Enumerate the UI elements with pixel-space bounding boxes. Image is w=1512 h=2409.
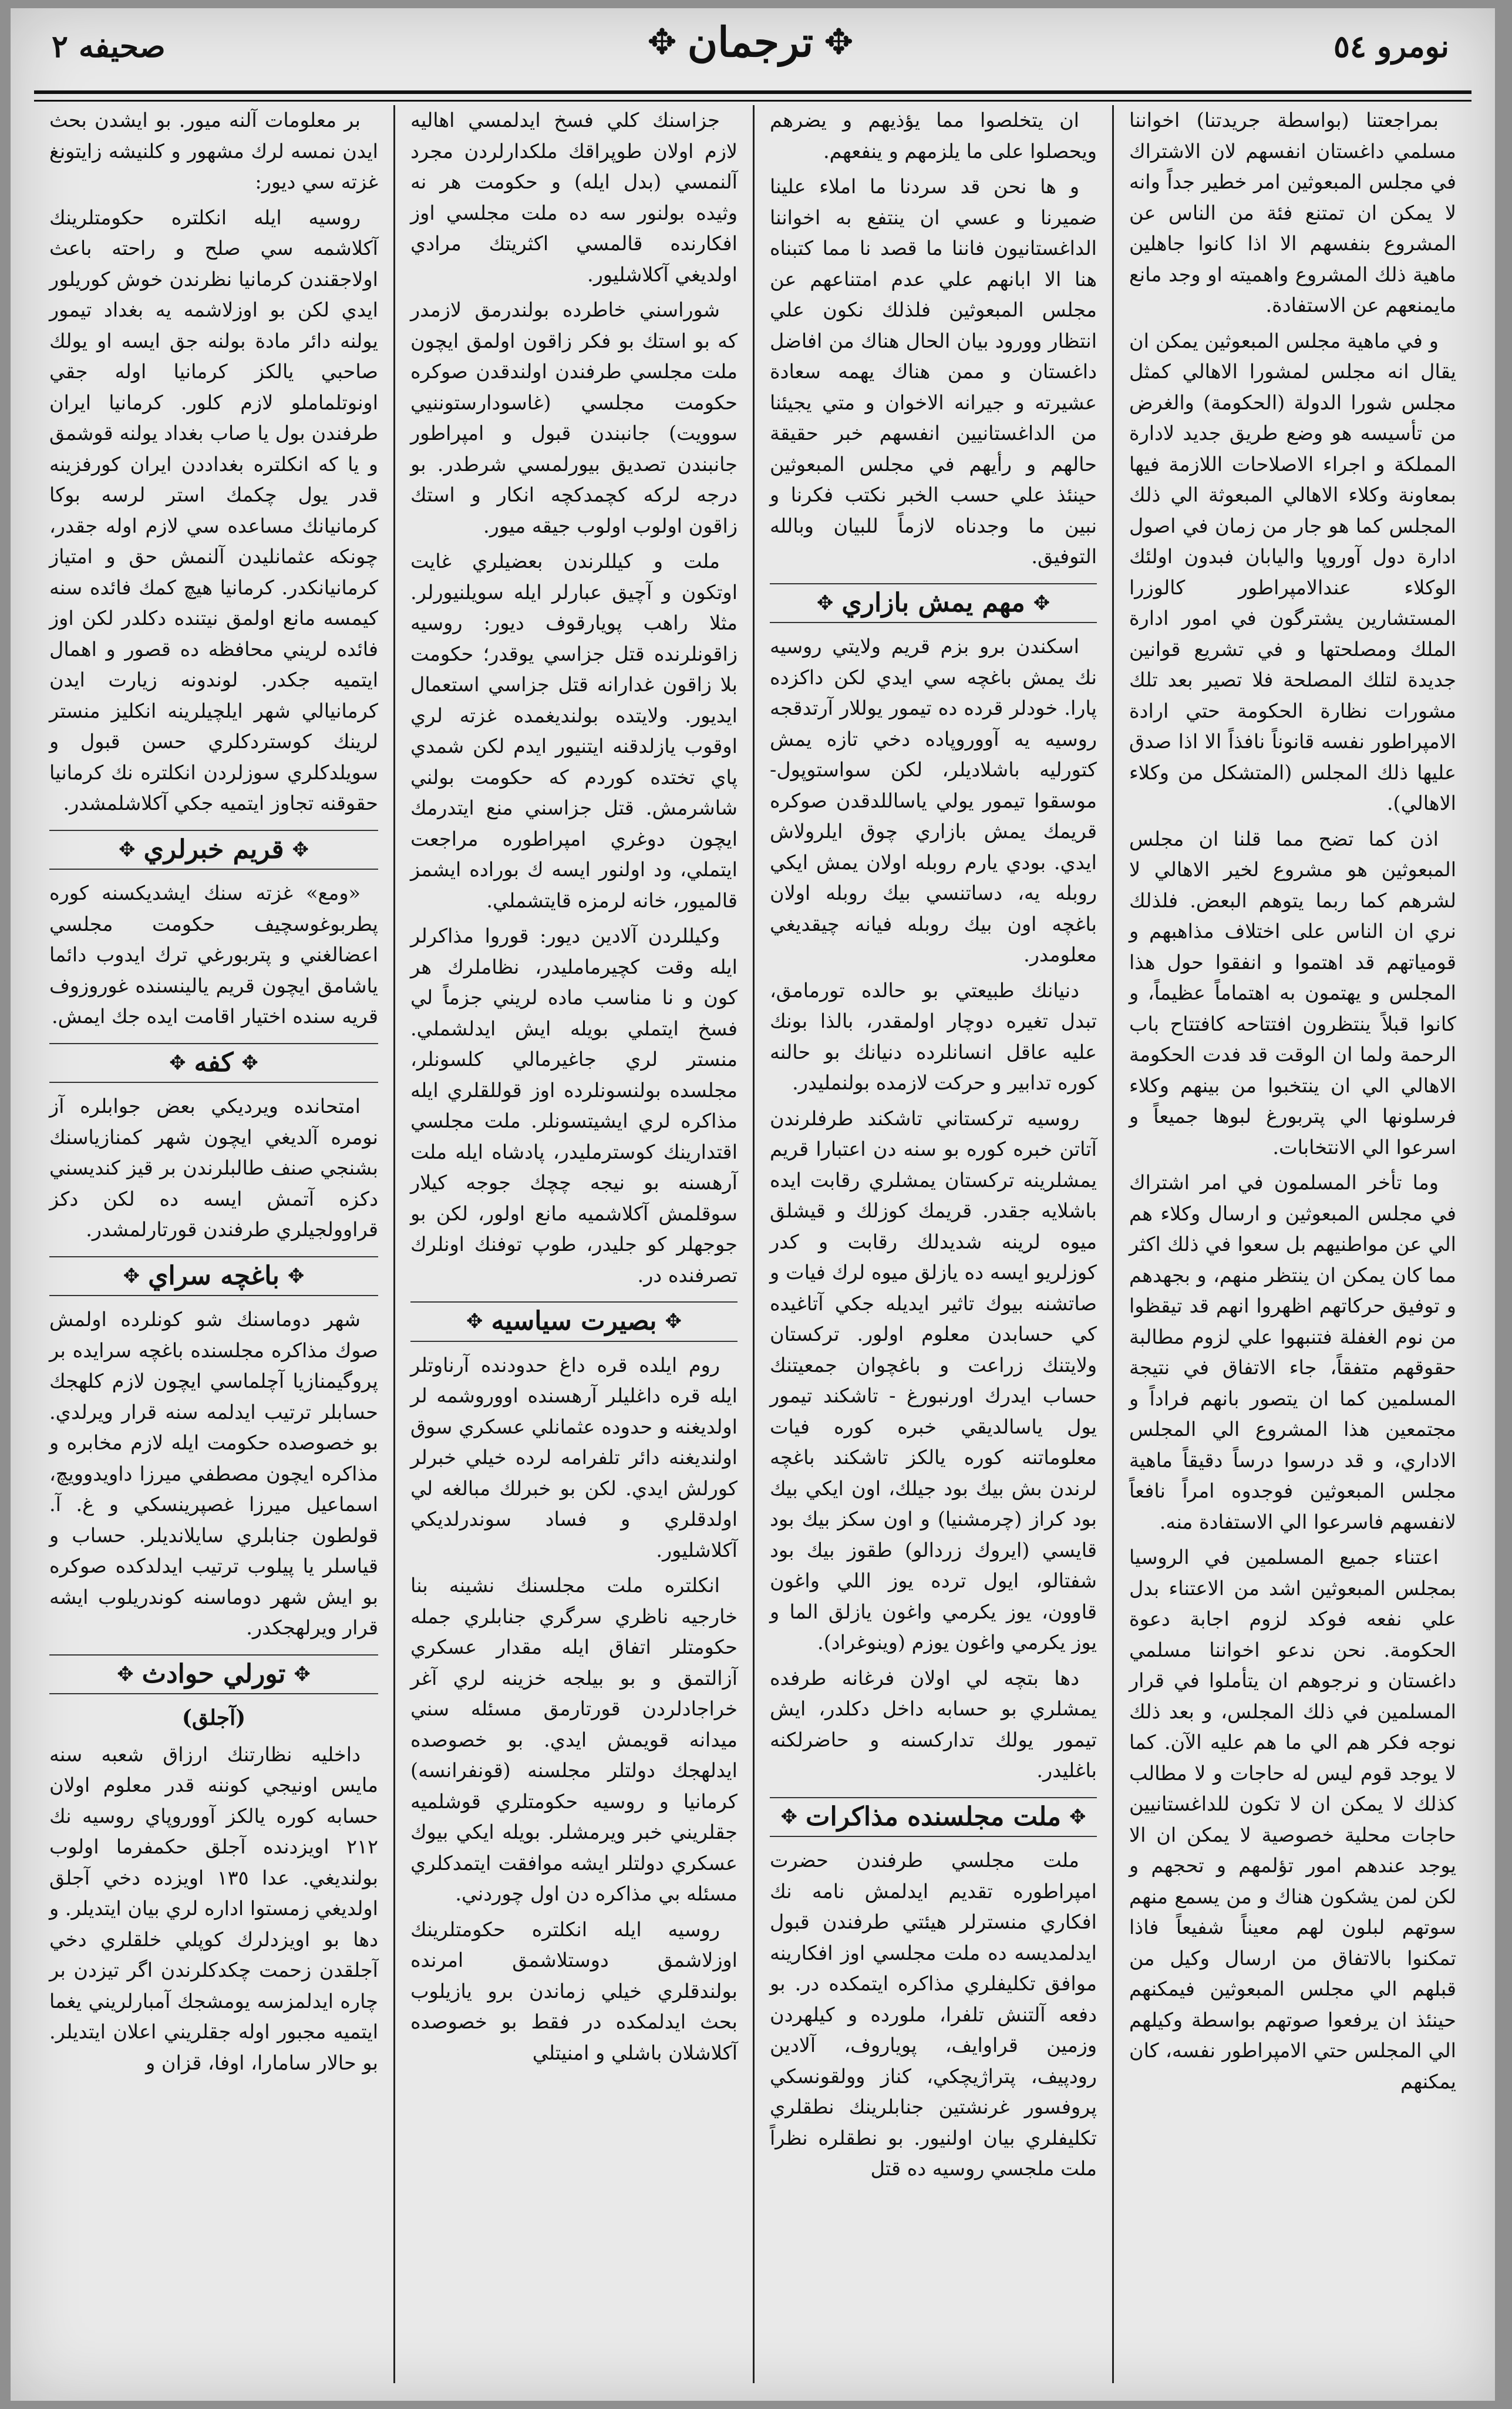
ornament-icon: ✥ (294, 1662, 311, 1686)
newspaper-page (11, 8, 1495, 2401)
masthead (34, 14, 1467, 90)
ornament-icon: ✥ (118, 837, 136, 862)
section-title: ملت مجلسنده مذاكرات (806, 1801, 1061, 1832)
ornament-icon: ✥ (241, 1051, 258, 1075)
columns (34, 105, 1471, 2383)
paragraph: دنيانك طبيعتي بو حالده تورمامق، تبدل تغيره دوچار اولمقدر، بالذا بونك عليه عاقل انسانلرده دنيانك بو حالنه كوره تدابير و حركت لازمده بولنمليدر. (770, 978, 1097, 1094)
ornament-icon: ✥ (1033, 591, 1050, 615)
section-title: مهم يمش بازاري (841, 587, 1025, 618)
column-1 (1112, 105, 1471, 2383)
paragraph: ملت مجلسي طرفندن حضرت امپراطوره تقديم ايدلمش نامه نك افكاري منسترلر هيئتي طرفندن قبول ايدلمديسه ده ملت مجلسي اوز افكارينه موافق تكليفلري مذاكره ايتمكده در. بو دفعه آلتنش تلفرا، ملورده و كيلهردن وزمين قراوايف، پوياروف، آلادين رودپيف، پتراژيچكي، كناز وولقونسكي پروفسور غرنشتين جنابلرينك نطقلري تكليفلري بيان اولنيور. بو نطقلره نظراً ملت ملجسي روسيه ده قتل (770, 1849, 1097, 2180)
masthead-rule (34, 90, 1471, 102)
paragraph: «ومع» غزته سنك ايشديكسنه كوره پطربوغوسچيف حكومت مجلسي اعضالغني و پتربورغي ترك ايدوب دائما ياشامق ايچون قريم يالينسنده غوروزوف قريه سنده اختيار اقامت ايده جك ايمش. (49, 881, 378, 1028)
section-title: باغچه سراي (148, 1260, 279, 1291)
ornament-icon: ✥ (123, 1264, 140, 1288)
section-heading (49, 1654, 378, 1695)
section-title: كفه (194, 1047, 234, 1078)
paragraph: ان يتخلصوا مما يؤذيهم و يضرهم ويحصلوا على ما يلزمهم و ينفعهم. (770, 109, 1097, 163)
section-heading (770, 583, 1097, 624)
paragraph: اسكندن برو بزم قريم ولايتي روسيه نك يمش باغچه سي ايدي لكن داكزده پارا. خودلر قرده ده تيمور يوللار آرتدقجه روسيه يه آووروپاده دخي تازه يمش كتورليه باشلاديلر، لكن سواستوپول-موسقوا تيمور يولي ياساللدقدن صوكره قريمك يمش بازاري چوق ايلرولاش ايدي. بودي يارم روبله اولان يمش ايكي روبله يه، دساتنسي بيك روبله اولان باغچه اون بيك روبله فيانه چيقديغي معلومدر. (770, 635, 1097, 966)
section-title: تورلي حوادث (142, 1658, 286, 1689)
title-block (647, 18, 853, 66)
column-4 (34, 105, 393, 2383)
section-heading (49, 1043, 378, 1084)
paragraph: بمراجعتنا (بواسطة جريدتنا) اخواننا مسلمي داغستان انفسهم لان الاشتراك في مجلس المبعوثين امر خطير جداً وانه لا يمكن ان تمتنع فئة من الناس عن المشروع بنفسهم الا اذا كانوا جاهلين ماهية ذلك المشروع واهميته او وجد مانع مايمنعهم عن الاستفادة. (1129, 109, 1456, 317)
paragraph: شهر دوماسنك شو كونلرده اولمش صوك مذاكره مجلسنده باغچه سرايده بر پروگيمنازيا آچلماسي ايچون لازم كلهجك حسابلر ترتيب ايدلمه سنه قرار ويرلدي. بو خصوصده حكومت ايله لازم مخابره و مذاكره ايچون مصطفي ميرزا داويدوويچ، اسماعيل ميرزا غصپرينسكي و غ. آ. قولطون جنابلري سايلانديلر. حساب و قياسلر يا پيلوب ترتيب ايدلدكده صوكره بو ايش شهر دوماسنه كوندريلوب ايشه قرار ويرلهجكدر. (49, 1308, 378, 1639)
ornament-icon: ✥ (824, 21, 854, 63)
section-title: قريم خبرلري (143, 834, 284, 864)
section-heading (49, 1256, 378, 1297)
newspaper-title: ترجمان (687, 18, 814, 66)
section-heading (770, 1797, 1097, 1838)
ornament-icon: ✥ (292, 837, 309, 862)
paragraph: دها بتچه لي اولان فرغانه طرفده يمشلري بو حسابه داخل دكلدر، ايش تيمور يولك تداركسنه و حاضرلكنه باغليدر. (770, 1666, 1097, 1782)
ornament-icon: ✥ (665, 1310, 682, 1333)
ornament-icon: ✥ (816, 591, 834, 615)
paragraph: جزاسنك كلي فسخ ايدلمسي اهاليه لازم اولان طوپراقك ملكدارلردن مجرد آلنمسي (بدل ايله) و حكومت هر نه وثيده بولنور سه ده ملت مجلسي اوز افكارنده قالمسي اكثريتك مرادي اولديغي آكلاشليور. (410, 109, 738, 286)
ornament-icon: ✥ (780, 1805, 798, 1829)
paragraph: وما تأخر المسلمون في امر اشتراك في مجلس المبعوثين و ارسال وكلاء هم الي عن مواطنيهم بل سعوا في ذلك اكثر مما كان يمكن ان ينتظر منهم، و بجهدهم و توفيق حركاتهم اظهروا انهم قد تيقظوا من نوم الغفلة فتنبهوا علي لزوم مطالبة حقوقهم متفقاً، جاء الاتفاق في نتيجة المسلمين كما ان يتصور بانهم فراداً و مجتمعين هذا المشروع الي المجلس الاداري، و قد درسوا درساً دقيقاً ماهية مجلس المبعوثين فوجدوه امراً نافعاً لانفسهم فاسرعوا الي الاستفادة منه. (1129, 1171, 1456, 1533)
column-3 (393, 105, 753, 2383)
paragraph: شوراسني خاطرده بولندرمق لازمدر كه بو استك بو فكر زاقون اولمق ايچون ملت مجلسي طرفندن اولندقدن صوكره حكومت مجلسي (غاسودارستوننيي سوويت) جانبندن قبول و امپراطور جانبندن تصديق بيورلمسي شرطدر. بو درجه لركه كچمدكچه انكار و استك زاقون اولوب اولوب جيقه ميور. (410, 298, 738, 537)
paragraph: انكلتره ملت مجلسنك نشينه بنا خارجيه ناظري سرگري جنابلري جمله حكومتلر اتفاق ايله مقدار عسكري آزالتمق و بو بيلجه خزينه لري آغر خراجادلردن قورتارمق مسئله سني ميدانه قويمش ايدي. بو خصوصده ايدلهجك دولتلر مجلسنه (قونفرانسه) كرمانيا و روسيه حكومتلري قوشلميه جقلريني خبر ويرمشلر. بويله ايكي بيوك عسكري دولتلر ايشه موافقت ايتمدكلري مسئله بي مذاكره دن اول چوردني. (410, 1574, 738, 1905)
section-heading (49, 830, 378, 870)
paragraph: داخليه نظارتنك ارزاق شعبه سنه مايس اونيجي كوننه قدر معلوم اولان حسابه كوره يالكز آووروپاي روسيه نك ٢١٢ اويزدنده آجلق حكمفرما اولوب بولنديغي. عدا ١٣٥ اويزده دخي آجلق اولديغي زمستوا اداره لري بيان ايتديلر. و دها بو اويزدلرك كوپلي خلقلري دخي آجلقدن زحمت چكدكلرندن اگر تيزدن بر چاره ايدلمزسه يومشجك آمبارلريني يغما ايتميه مجبور اوله جقلريني اعلان ايتديلر. بو حالار سامارا، اوفا، قزان و (49, 1742, 378, 2074)
paragraph: ملت و كيللرندن بعضيلري غايت اوتكون و آچيق عبارلر ايله سويلنيورلر. مثلا راهب پويارقوف ديور: روسيه زاقونلرنده قتل جزاسي يوقدر؛ حكومت بلا زاقون غدارانه قتل جزاسي استعمال ايديور. ولايتده بولنديغمده غزته لري اوقوب يازلدقنه ايتنيور ايدم لكن شمدي پاي تختده كوردم كه حكومت بولني شاشرمش. قتل جزاسني منع ايتدرمك ايچون دوغري امپراطوره مراجعت ايتملي، ود اولنور ايسه ك بوراده ايشمز قالميور، خانه لرمزه قايتشملي. (410, 550, 738, 912)
paragraph: اعتناء جميع المسلمين في الروسيا بمجلس المبعوثين اشد من الاعتناء بدل علي نفعه فوكد لزوم اجابة دعوة الحكومة. نحن ندعو اخواننا مسلمي داغستان و نرجوهم ان يتأملوا في قرار المسلمين في ذلك المجلس، و بعد ذلك نوجه فكر هم الي ما هم عليه الآن. كما لا يوجد قوم ليس له حاجات و لا مطالب كذلك لا يمكن ان لا تكون للداغستانيين حاجات محلية خصوصية لا يمكن ان الا يوجد عندهم امور تؤلمهم و تحجهم و لكن لمن يشكون هناك و من يسمع منهم سوتهم لبلون لهم معيناً شفيعاً فاذا تمكنوا بالاتفاق من ارسال وكيل من قبلهم الي مجلس المبعوثين فيمكنهم حينئذ ان يرفعوا صوتهم بواسطة وكيلهم الي المجلس حتي الامپراطور نفسه، كان يمكنهم (1129, 1546, 1456, 2093)
ornament-icon: ✥ (647, 21, 677, 63)
ornament-icon: ✥ (466, 1310, 483, 1333)
paragraph: امتحانده ويرديكي بعض جوابلره آز نومره آلديغي ايچون شهر كمنازياسنك بشنجي صنف طالبلرندن بر قيز كنديسني دكزه آتمش ايسه ده لكن دكز قراوولجيلري طرفندن قورتارلمشدر. (49, 1095, 378, 1241)
paragraph: وكيللردن آلادين ديور: قوروا مذاكرلر ايله وقت كچيرمامليدر، نظاملرك هر كون و نا مناسب ماده لريني جزماً لي فسخ ايتملي بويله ايش ايدلشملي. منستر لري جاغيرمالي كلسونلر، مجلسده بولنسونلرده اوز قوللقلري ايله مذاكره لري ايشيتسونلر. ملت مجلسي اقتدارينك كوسترمليدر، پادشاه ايله ملت آرهسنه بو نيجه چچك جوجه كيلار سوقلمش آكلاشميه مانع اولور، لكن بو جوجهلر كو جليدر، طوپ توفنك اونلرك تصرفنده در. (410, 924, 738, 1287)
paragraph: بر معلومات آلنه ميور. بو ايشدن بحث ايدن نمسه لرك مشهور و كلنيشه زايتونغ غزته سي ديور: (49, 109, 378, 193)
column-2 (753, 105, 1112, 2383)
paragraph: روم ايلده قره داغ حدودنده آرناوتلر ايله قره داغليلر آرهسنده اووروشمه لر اولديغنه و حدوده عثمانلي عسكري سوق اولنديغنه دائر تلفرامه لرده خيلي خبرلر كورلش ايدي. لكن بو خبرلك مبالغه لي اولدقلري و فساد سوندرلديكي آكلاشليور. (410, 1353, 738, 1562)
section-title: بصيرت سياسيه (491, 1306, 657, 1336)
paragraph: اذن كما تضح مما قلنا ان مجلس المبعوثين هو مشروع لخير الاهالي لا لشرهم كما ربما يتوهم البعض. فلذلك نري ان الناس على اختلاف مذاهبهم و قومياتهم قد اهتموا و انفقوا حول هذا المجلس و يهتمون به اهتماماً عظيماً، و كانوا قبلاً ينتظرون افتتاحه كافتتاح باب الرحمة ولما ان الوقت قد فدت الحكومة الاهالي الي ان ينتخبوا من بينهم وكلاء فرسلونها الي پتربورغ لبوها جميعاً و اسرعوا الي الانتخابات. (1129, 827, 1456, 1159)
paragraph: روسيه تركستاني تاشكند طرفلرندن آتاتن خبره كوره بو سنه دن اعتبارا قريم يمشلرينه تركستان يمشلري رقابت ايده باشلايه جقدر. قريمك كوزلك و قيشلق ميوه لرينه شديدلك رقابت و كدر كوزلريو ايسه ده يازلق ميوه لرك فيات و صاتشنه بيوك تاثير ايديله جكي آتاغيده كي حسابدن معلوم اولور. تركستان ولايتنك زراعت و باغچوان جمعيتنك حساب ايدرك اورنبورغ - تاشكند تيمور يول ياسالديقي خبره كوره فيات معلوماتنه كوره يالكز تاشكند باغچه لرندن بش بيك بود جيلك، اون ايكي بيك بود كراز (چرمشنيا) و اون سكز بيك بود قايسي (ايروك زردالو) طقوز بيك بود شفتالو، ايول ترده يوز اللي واغون قاوون، يوز يكرمي واغون يازلق الما و يوز يكرمي واغون يوزم (وينوغراد). (770, 1106, 1097, 1654)
page-number: صحيفه ٢ (52, 29, 166, 65)
section-subtitle: (آجلق) (181, 1705, 246, 1730)
section-heading (410, 1301, 738, 1342)
paragraph: و في ماهية مجلس المبعوثين يمكن ان يقال انه مجلس لمشورا الاهالي كمثل مجلس شورا الدولة (الحكومة) والغرض من تأسيسه هو وضع طريق جديد لادارة المملكة و اجراء الاصلاحات اللازمة فيها بمعاونة وكلاء الاهالي المبعوثة الي ذلك المجلس كما هو جار من زمان في اصول ادارة دول آوروپا واليابان فبدون اولئك الوكلاء عندالامپراطور كالوزرا المستشارين يشترگون في امور ادارة الملك ومصلحتها و في تشريع قوانين جديدة لتلك المصلحة فلا تصير بعد تلك مشورات نظارة الحكومة حتي ارادة الامپراطور نفسه قانوناً نافذاً الا اذا صدق عليها ذلك المجلس (المتشكل من وكلاء الاهالي). (1129, 329, 1456, 815)
paragraph: روسيه ايله انكلتره حكومتلرينك اوزلاشمق دوستلاشمق امرنده بولندقلري خيلي زماندن برو يازيلوب بحث ايدلمكده در فقط بو خصوصده آكلاشلان باشلي و امنيتلي (410, 1917, 738, 2064)
ornament-icon: ✥ (1069, 1805, 1086, 1829)
ornament-icon: ✥ (287, 1264, 305, 1288)
paragraph: روسيه ايله انكلتره حكومتلرينك آكلاشمه سي صلح و راحته باعث اولاجقندن كرمانيا نظرندن خوش كوريلور ايدي لكن بو اوزلاشمه يه بغداد تيمور يولنه دائر مادة بولنه جق ايسه او يولك صاحبي يالكز كرمانيا اوله جقي اونوتلماملو لازم كلور. كرمانيا ايران طرفندن بول يا صاب بغداد يولنه قوشمق و يا كه انكلتره بغداددن ايران كورفزينه قدر يول چكمك استر لرسه بوكا كرمانيانك مساعده سي لازم اوله جقدر، چونكه عثمانليدن آلنمش حق و امتياز كرمانيانكدر. كرمانيا هيچ كمك فائده سنه كيمسه مانع اولمق نيتنده دكلدر لكن اوز فائده لريني محافظه ده قصور و اهمال ايتميه جكدر. لوندونه زيارت ايدن كرمانيالي شهر ايلچيلرينه انكليز منستر لرينك كوستردكلري حسن قبول و سويلدكلري سوزلردن انكلتره نك كرمانيا حقوقنه تجاوز ايتميه جكي آكلاشلمشدر. (49, 206, 378, 815)
issue-number: نومرو ٥٤ (1333, 29, 1449, 65)
paragraph: و ها نحن قد سردنا ما املاء علينا ضميرنا و عسي ان ينتفع به اخواننا الداغستانيون فاننا ما قصد نا مما كتبناه هنا الا ابانهم علي عدم امتناعهم عن مجلس المبعوثين فلذلك نكون علي انتظار وورود بيان الحال هناك من افاضل داغستان و ممن هناك يهمه سعادة عشيرته و جيرانه الاخوان و متي يجيئنا من الداغستانيين انفسهم خبر حقيقة حالهم و رأيهم في مجلس المبعوثين حينئذ علي حسب الخبر نكتب فكرنا و نبين ما وجدناه لازماً للبيان وبالله التوفيق. (770, 175, 1097, 568)
ornament-icon: ✥ (169, 1051, 186, 1075)
ornament-icon: ✥ (117, 1662, 134, 1686)
